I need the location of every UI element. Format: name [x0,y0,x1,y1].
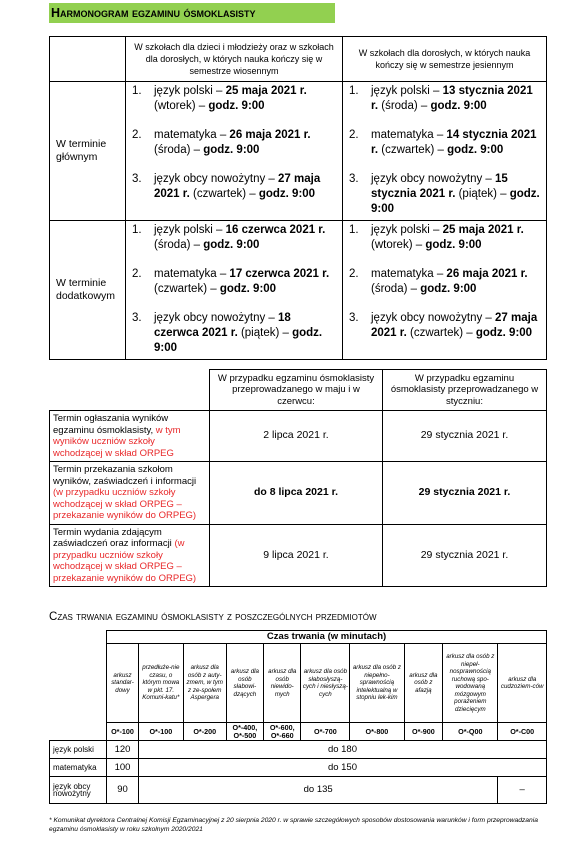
sheet-code-cell: O*-600, O*-660 [264,723,301,741]
empty-cell [50,644,107,723]
section-heading-duration [49,611,377,623]
subject-cell: język obcy nowożytny [50,777,107,804]
row-label-additional: W terminie dodatkowym [50,221,126,360]
item-number: 3. [349,173,359,185]
label-red-text: (w przypadku uczniów szkoły wchodzącej w skład ORPEG – przekazanie wyników do ORPEG) [53,538,197,584]
list-item [349,84,542,114]
label-red-text: w tym wyników uczniów szkoły wchodzącej w skład ORPEG [53,424,181,459]
table-row [50,759,547,777]
sheet-description-cell: arkusz dla osób z afazją [404,644,443,723]
empty-corner-cell [50,37,126,82]
list-item [349,223,542,253]
sheet-description-cell: arkusz dla osób słabosłyszą-cych i niesłyszą-cych [301,644,350,723]
sheet-code-row [50,723,547,741]
heading-initial: C [49,611,58,623]
foreigners-time-cell: – [498,777,547,804]
cell-main-spring [126,82,343,221]
title-initial: H [51,6,61,20]
duration-header: Czas trwania (w minutach) [107,631,547,644]
item-text: język polski – 16 czerwca 2021 r. (środa) – godz. 9:00 [154,224,326,251]
col-header-spring: W szkołach dla dzieci i młodzieży oraz w szkołach dla dorosłych, w których nauka kończy się w semestrze wiosennym [126,37,343,82]
sheet-code-cell: O*-Q00 [443,723,498,741]
item-text: język obcy nowożytny – 15 stycznia 2021 r. (piątek) – godz. 9:00 [371,173,540,215]
footnote: * Komunikat dyrektora Centralnej Komisji Egzaminacyjnej z 20 sierpnia 2020 r. w sprawie szczegółowych sposobów dostosowania warunków i form przeprowadzania egzaminu ósmoklasisty w roku szkolnym 2020/2021 [49,817,538,833]
item-text: język obcy nowożytny – 27 maja 2021 r. (czwartek) – godz. 9:00 [154,173,321,200]
sheet-description-cell: arkusz standar-dowy [107,644,139,723]
sheet-code-cell: O*-200 [183,723,226,741]
sheet-code-cell: O*-800 [350,723,404,741]
page-title [49,3,335,23]
item-number: 2. [349,129,359,141]
heading-rest: zas trwania egzaminu ósmoklasisty z poszczególnych przedmiotów [57,611,377,623]
cell-additional-autumn [343,221,547,360]
item-text: język polski – 13 stycznia 2021 r. (środa) – godz. 9:00 [371,85,533,112]
value-cell: 29 stycznia 2021 r. [383,462,547,525]
item-text: język obcy nowożytny – 27 maja 2021 r. (czwartek) – godz. 9:00 [371,312,538,339]
empty-corner-cell [50,370,210,411]
label-text: Termin przekazania szkołom wyników, zaświadczeń i informacji [53,464,197,487]
list-item [349,311,542,341]
list-item [349,172,542,217]
item-number: 1. [132,85,142,97]
sheet-code-cell: O*-400, O*-500 [226,723,263,741]
sheet-description-cell: arkusz dla osób niewido-mych [264,644,301,723]
col-header-may-june: W przypadku egzaminu ósmoklasisty przeprowadzanego w maju i w czerwcu: [210,370,383,411]
sheet-code-cell: O*-100 [138,723,183,741]
item-text: matematyka – 14 stycznia 2021 r. (czwartek) – godz. 9:00 [371,129,537,156]
item-number: 1. [132,224,142,236]
label-text: Termin wydania zdającym zaświadczeń oraz informacji [53,526,175,549]
item-number: 2. [132,129,142,141]
sheet-code-cell: O*-100 [107,723,139,741]
table-row [50,777,547,804]
sheet-description-cell: arkusz dla osób z niepełno-sprawnością intelektualną w stopniu lek-kim [350,644,404,723]
list-item [132,267,338,297]
row-label [50,411,210,462]
label-red-text: (w przypadku uczniów szkoły wchodzącej w skład ORPEG – przekazanie wyników do ORPEG) [53,487,197,521]
title-rest: armonogram egzaminu ósmoklasisty [60,6,256,20]
empty-corner-cell [50,631,107,644]
sheet-description-cell: przedłuże-nie czasu, o którym mowa w pkt. 17. Komuni-katu* [138,644,183,723]
standard-time-cell: 90 [107,777,139,804]
sheet-description-cell: arkusz dla osób słabowi-dzących [226,644,263,723]
item-number: 3. [132,312,142,324]
extended-time-cell: do 180 [138,741,546,759]
item-text: język polski – 25 maja 2021 r. (wtorek) – godz. 9:00 [371,224,524,251]
empty-cell [50,723,107,741]
list-item [349,267,542,297]
sheet-description-cell: arkusz dla osób z auty-zmem, w tym z ze-społem Aspergera [183,644,226,723]
sheet-description-cell: arkusz dla osób z niepeł-nosprawnością ruchową spo-wodowaną mózgowym porażeniem dziecięcym [443,644,498,723]
item-number: 2. [349,268,359,280]
subject-cell: matematyka [50,759,107,777]
list-item [132,84,338,114]
item-number: 1. [349,224,359,236]
item-text: matematyka – 17 czerwca 2021 r. (czwartek) – godz. 9:00 [154,268,330,295]
schedule-table [49,36,547,360]
list-item [132,223,338,253]
item-number: 1. [349,85,359,97]
standard-time-cell: 120 [107,741,139,759]
sheet-code-cell: O*-700 [301,723,350,741]
value-cell: 9 lipca 2021 r. [210,524,383,587]
item-text: język obcy nowożytny – 18 czerwca 2021 r. (piątek) – godz. 9:00 [154,312,323,354]
sheet-description-cell: arkusz dla cudzoziem-ców [498,644,547,723]
results-table [49,369,547,587]
value-cell: 2 lipca 2021 r. [210,411,383,462]
item-text: język polski – 25 maja 2021 r. (wtorek) – godz. 9:00 [154,85,307,112]
table-row [50,524,547,587]
list-item [132,311,338,356]
value-cell: 29 stycznia 2021 r. [383,524,547,587]
subject-cell: język polski [50,741,107,759]
item-text: matematyka – 26 maja 2021 r. (środa) – godz. 9:00 [154,129,311,156]
list-item [132,128,338,158]
sheet-code-cell: O*-C00 [498,723,547,741]
item-number: 2. [132,268,142,280]
item-number: 3. [349,312,359,324]
item-text: matematyka – 26 maja 2021 r. (środa) – godz. 9:00 [371,268,528,295]
col-header-january: W przypadku egzaminu ósmoklasisty przeprowadzanego w styczniu: [383,370,547,411]
col-header-autumn: W szkołach dla dorosłych, w których nauka kończy się w semestrze jesiennym [343,37,547,82]
cell-main-autumn [343,82,547,221]
extended-time-cell: do 135 [138,777,497,804]
list-item [349,128,542,158]
label-text: Termin ogłaszania wyników egzaminu ósmoklasisty, [53,413,169,436]
list-item [132,172,338,202]
cell-additional-spring [126,221,343,360]
row-label [50,524,210,587]
table-row [50,741,547,759]
row-label-main: W terminie głównym [50,82,126,221]
standard-time-cell: 100 [107,759,139,777]
row-label [50,462,210,525]
table-row [50,411,547,462]
duration-table [49,630,547,804]
item-number: 3. [132,173,142,185]
value-cell: do 8 lipca 2021 r. [210,462,383,525]
sheet-code-cell: O*-900 [404,723,443,741]
table-row [50,462,547,525]
sheet-description-row [50,644,547,723]
extended-time-cell: do 150 [138,759,546,777]
value-cell: 29 stycznia 2021 r. [383,411,547,462]
